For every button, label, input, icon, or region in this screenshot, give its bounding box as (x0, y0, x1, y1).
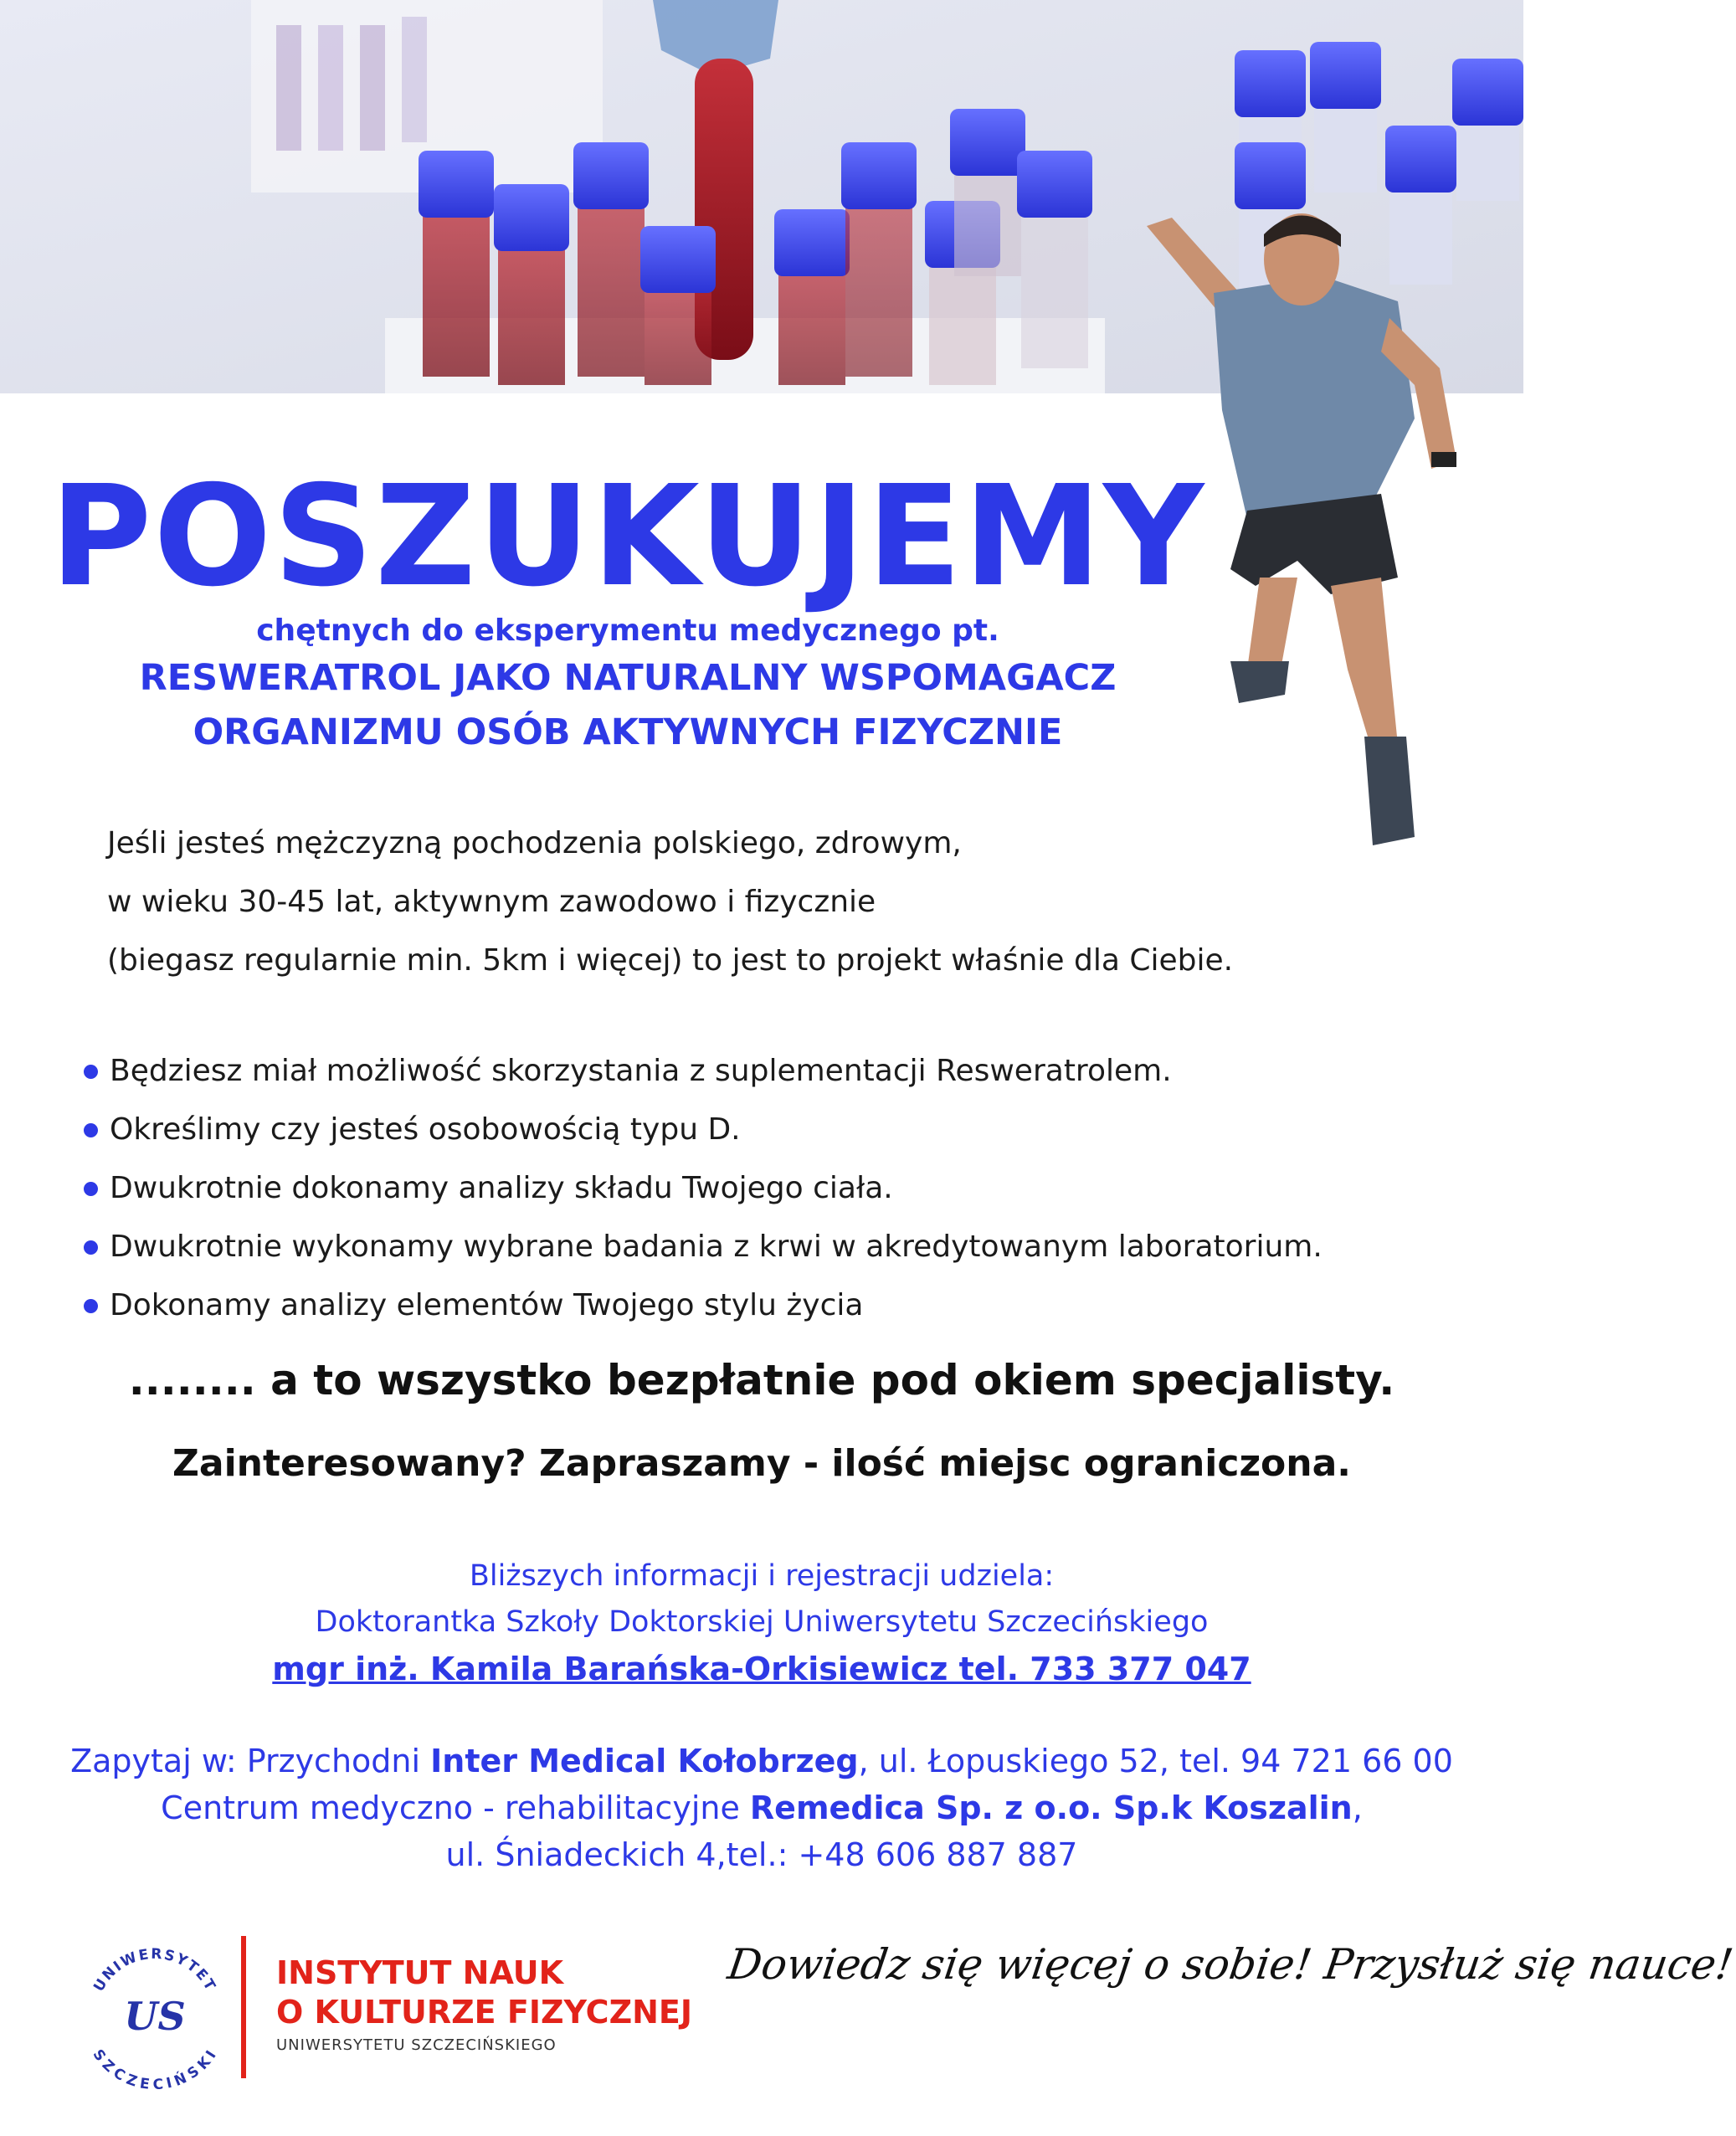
list-item: Określimy czy jesteś osobowością typu D. (84, 1101, 1507, 1159)
bullet-dot-icon (84, 1299, 98, 1313)
list-item: Dwukrotnie dokonamy analizy składu Twojego ciała. (84, 1159, 1507, 1218)
institute-name-line-2: O KULTURZE FIZYCZNEJ (276, 1994, 693, 2031)
bullet-dot-icon (84, 1182, 98, 1196)
contact-person-link[interactable]: mgr inż. Kamila Barańska-Orkisiewicz tel. 733 377 047 (272, 1651, 1251, 1687)
clinic-name-inter-medical: Inter Medical Kołobrzeg (430, 1743, 859, 1779)
bullet-dot-icon (84, 1240, 98, 1255)
institute-name-line-3: UNIWERSYTETU SZCZECIŃSKIEGO (276, 2036, 557, 2054)
clinic-name-remedica: Remedica Sp. z o.o. Sp.k Koszalin (749, 1789, 1353, 1826)
benefits-list (84, 1042, 1507, 1335)
university-logo (75, 1925, 234, 2092)
contact-affiliation: Doktorantka Szkoły Doktorskiej Uniwersytetu Szczecińskiego (315, 1605, 1209, 1639)
list-item: Będziesz miał możliwość skorzystania z suplementacji Resweratrolem. (84, 1042, 1507, 1101)
list-item: Dokonamy analizy elementów Twojego stylu życia (84, 1276, 1507, 1335)
contact-intro: Bliższych informacji i rejestracji udziela: (469, 1559, 1055, 1593)
intro-line-1: Jeśli jesteś mężczyzną pochodzenia polskiego, zdrowym, (107, 826, 962, 860)
intro-line-2: w wieku 30-45 lat, aktywnym zawodowo i fizycznie (107, 885, 876, 919)
headline: POSZUKUJEMY (49, 456, 1206, 618)
subtitle-line-3: ORGANIZMU OSÓB AKTYWNYCH FIZYCZNIE (193, 711, 1063, 753)
clinic-line-2: Centrum medyczno - rehabilitacyjne Remedica Sp. z o.o. Sp.k Koszalin, (161, 1789, 1363, 1826)
intro-paragraph (107, 814, 1413, 990)
bullet-dot-icon (84, 1065, 98, 1079)
svg-text:SZCZECIŃSKI: SZCZECIŃSKI (89, 2046, 221, 2092)
slogan: Dowiedz się więcej o sobie! Przysłuż się nauce! (724, 1940, 1736, 1989)
svg-text:US: US (124, 1994, 186, 2039)
list-item: Dwukrotnie wykonamy wybrane badania z krwi w akredytowanym laboratorium. (84, 1218, 1507, 1276)
divider (241, 1936, 246, 2078)
clinic-line-3: ul. Śniadeckich 4,tel.: +48 606 887 887 (445, 1836, 1078, 1873)
subtitle-line-1: chętnych do eksperymentu medycznego pt. (256, 614, 999, 648)
bullet-dot-icon (84, 1123, 98, 1137)
svg-text:UNIWERSYTET: UNIWERSYTET (90, 1945, 219, 1995)
subtitle-line-2: RESWERATROL JAKO NATURALNY WSPOMAGACZ (139, 657, 1117, 699)
intro-line-3: (biegasz regularnie min. 5km i więcej) to jest to projekt właśnie dla Ciebie. (107, 943, 1234, 978)
free-note: ........ a to wszystko bezpłatnie pod okiem specjalisty. (128, 1356, 1395, 1404)
clinic-line-1: Zapytaj w: Przychodni Inter Medical Kołobrzeg, ul. Łopuskiego 52, tel. 94 721 66 00 (70, 1743, 1453, 1779)
invitation: Zainteresowany? Zapraszamy - ilość miejsc ograniczona. (172, 1442, 1352, 1485)
institute-name-line-1: INSTYTUT NAUK (276, 1954, 564, 1991)
